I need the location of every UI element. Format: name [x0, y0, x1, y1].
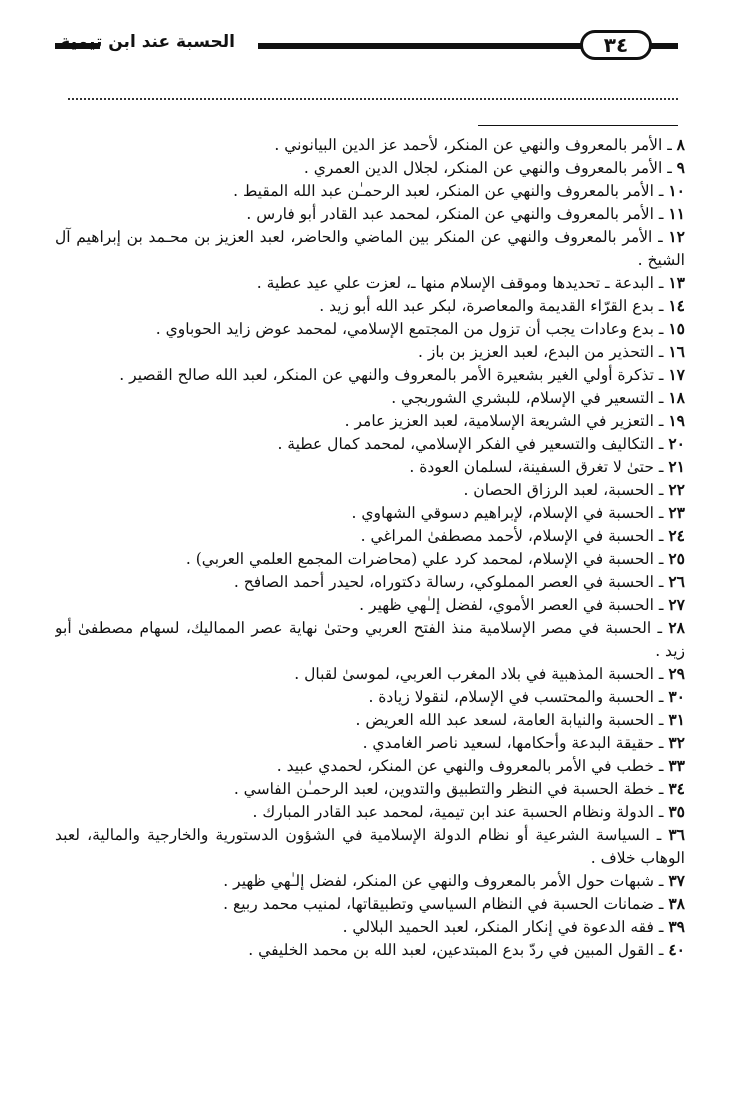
list-item-text: ١٨ ـ التسعير في الإسلام، للبشري الشوربجي .: [391, 388, 685, 407]
list-item: [55, 800, 685, 823]
item-text: السياسة الشرعية أو نظام الدولة الإسلامية في الشؤون الدستورية والخارجية والمالية، لعبد الوهاب خلاف .: [55, 826, 685, 867]
list-item: [55, 317, 685, 340]
list-item: [55, 593, 685, 616]
item-number: ٩: [676, 158, 685, 177]
item-text: التكاليف والتسعير في الفكر الإسلامي، لمحمد كمال عطية .: [277, 435, 654, 453]
item-number: ٢٨: [668, 618, 685, 637]
item-number: ١٢: [668, 227, 685, 246]
list-item: [55, 363, 685, 386]
item-text: الدولة ونظام الحسبة عند ابن تيمية، لمحمد عبد القادر المبارك .: [252, 803, 654, 821]
page-header: [0, 0, 755, 80]
list-item: [55, 777, 685, 800]
list-item: [55, 386, 685, 409]
header-bar-right: [650, 43, 678, 49]
item-number: ٨: [676, 135, 685, 154]
item-number: ٢٣: [668, 503, 685, 522]
item-text: التسعير في الإسلام، للبشري الشوربجي .: [391, 389, 654, 407]
list-item-text: ٣٢ ـ حقيقة البدعة وأحكامها، لسعيد ناصر الغامدي .: [362, 733, 685, 752]
list-item-text: ٣٦ ـ السياسة الشرعية أو نظام الدولة الإسلامية في الشؤون الدستورية والخارجية والمالية، لعبد الوهاب خلاف .: [55, 825, 685, 867]
list-item: [55, 754, 685, 777]
list-item: [55, 179, 685, 202]
item-text: شبهات حول الأمر بالمعروف والنهي عن المنكر، لفضل إلـٰهي ظهير .: [223, 872, 654, 890]
item-number: ١٥: [668, 319, 685, 338]
item-number: ١٤: [668, 296, 685, 315]
list-item-text: ١٢ ـ الأمر بالمعروف والنهي عن المنكر بين الماضي والحاضر، لعبد العزيز بن محـمد بن إبراهيم آل الشيخ .: [55, 227, 685, 269]
list-item: [55, 202, 685, 225]
list-item-text: ٣٩ ـ فقه الدعوة في إنكار المنكر، لعبد الحميد البلالي .: [342, 917, 685, 936]
item-text: القول المبين في ردّ بدع المبتدعين، لعبد الله بن محمد الخليفي .: [248, 941, 654, 959]
item-text: الحسبة في مصر الإسلامية منذ الفتح العربي وحتىٰ نهاية عصر المماليك، لسهام مصطفىٰ أبو زيد .: [55, 619, 685, 660]
item-number: ٣٩: [668, 917, 685, 936]
list-item: [55, 685, 685, 708]
list-item-text: ٣٤ ـ خطة الحسبة في النظر والتطبيق والتدوين، لعبد الرحمـٰن الفاسي .: [233, 779, 685, 798]
item-text: الحسبة والنيابة العامة، لسعد عبد الله العريض .: [355, 711, 654, 729]
list-item: [55, 915, 685, 938]
list-item-text: ٩ ـ الأمر بالمعروف والنهي عن المنكر، لجلال الدين العمري .: [303, 158, 685, 177]
list-item: [55, 156, 685, 179]
item-number: ٣٦: [668, 825, 685, 844]
item-text: فقه الدعوة في إنكار المنكر، لعبد الحميد البلالي .: [342, 918, 654, 936]
list-item: [55, 708, 685, 731]
item-number: ٤٠: [668, 940, 685, 959]
item-number: ١٧: [668, 365, 685, 384]
list-item-text: ٢٦ ـ الحسبة في العصر المملوكي، رسالة دكتوراه، لحيدر أحمد الصافح .: [233, 572, 685, 591]
item-number: ٢٠: [668, 434, 685, 453]
list-item-text: ٢٢ ـ الحسبة، لعبد الرزاق الحصان .: [463, 480, 685, 499]
item-number: ٢١: [668, 457, 685, 476]
item-text: الحسبة في العصر المملوكي، رسالة دكتوراه، لحيدر أحمد الصافح .: [233, 573, 654, 591]
list-item-text: ٢٧ ـ الحسبة في العصر الأموي، لفضل إلـٰهي ظهير .: [359, 595, 685, 614]
list-item: [55, 225, 685, 271]
item-text: خطة الحسبة في النظر والتطبيق والتدوين، لعبد الرحمـٰن الفاسي .: [233, 780, 654, 798]
item-number: ١٩: [668, 411, 685, 430]
list-item: [55, 432, 685, 455]
item-text: الحسبة المذهبية في بلاد المغرب العربي، لموسىٰ لقبال .: [294, 665, 654, 683]
item-text: الحسبة في العصر الأموي، لفضل إلـٰهي ظهير .: [359, 596, 654, 614]
item-text: الحسبة والمحتسب في الإسلام، لنقولا زيادة .: [368, 688, 654, 706]
list-item-text: ٢٨ ـ الحسبة في مصر الإسلامية منذ الفتح العربي وحتىٰ نهاية عصر المماليك، لسهام مصطفىٰ أبو زيد .: [55, 618, 685, 660]
list-item-text: ٢٩ ـ الحسبة المذهبية في بلاد المغرب العربي، لموسىٰ لقبال .: [294, 664, 685, 683]
item-text: خطب في الأمر بالمعروف والنهي عن المنكر، لحمدي عبيد .: [276, 757, 654, 775]
item-text: الحسبة في الإسلام، لمحمد كرد علي (محاضرات المجمع العلمي العربي) .: [185, 550, 654, 568]
footnote-rule: [478, 125, 678, 126]
item-text: الأمر بالمعروف والنهي عن المنكر، لأحمد عز الدين البيانوني .: [274, 136, 663, 154]
list-item-text: ٤٠ ـ القول المبين في ردّ بدع المبتدعين، لعبد الله بن محمد الخليفي .: [248, 940, 685, 959]
item-number: ٢٢: [668, 480, 685, 499]
item-number: ٢٩: [668, 664, 685, 683]
list-item: [55, 662, 685, 685]
bibliography-list: [55, 133, 685, 961]
item-text: حتىٰ لا تغرق السفينة، لسلمان العودة .: [409, 458, 654, 476]
list-item: [55, 892, 685, 915]
list-item-text: ٨ ـ الأمر بالمعروف والنهي عن المنكر، لأحمد عز الدين البيانوني .: [274, 135, 685, 154]
item-text: الأمر بالمعروف والنهي عن المنكر بين الماضي والحاضر، لعبد العزيز بن محـمد بن إبراهيم آل الشيخ .: [55, 228, 685, 269]
item-number: ٣٧: [668, 871, 685, 890]
list-item-text: ٣٨ ـ ضمانات الحسبة في النظام السياسي وتطبيقاتها، لمنيب محمد ربيع .: [223, 894, 685, 913]
item-text: ضمانات الحسبة في النظام السياسي وتطبيقاتها، لمنيب محمد ربيع .: [223, 895, 654, 913]
item-number: ٣٠: [668, 687, 685, 706]
item-text: بدع القرّاء القديمة والمعاصرة، لبكر عبد الله أبو زيد .: [319, 297, 654, 315]
list-item: [55, 455, 685, 478]
list-item: [55, 524, 685, 547]
item-number: ١٠: [668, 181, 685, 200]
item-number: ٣٣: [668, 756, 685, 775]
list-item: [55, 478, 685, 501]
item-number: ٣٤: [668, 779, 685, 798]
item-number: ٣٢: [668, 733, 685, 752]
list-item-text: ٣٠ ـ الحسبة والمحتسب في الإسلام، لنقولا زيادة .: [368, 687, 685, 706]
list-item: [55, 547, 685, 570]
item-text: بدع وعادات يجب أن تزول من المجتمع الإسلامي، لمحمد عوض زايد الحوباوي .: [155, 320, 654, 338]
item-text: الحسبة في الإسلام، لإبراهيم دسوقي الشهاوي .: [351, 504, 654, 522]
list-item-text: ١٤ ـ بدع القرّاء القديمة والمعاصرة، لبكر عبد الله أبو زيد .: [319, 296, 685, 315]
item-number: ٢٧: [668, 595, 685, 614]
item-text: الأمر بالمعروف والنهي عن المنكر، لمحمد عبد القادر أبو فارس .: [246, 205, 654, 223]
item-number: ٣٨: [668, 894, 685, 913]
item-number: ١١: [668, 204, 685, 223]
list-item-text: ١٩ ـ التعزير في الشريعة الإسلامية، لعبد العزيز عامر .: [344, 411, 685, 430]
list-item-text: ٢٥ ـ الحسبة في الإسلام، لمحمد كرد علي (محاضرات المجمع العلمي العربي) .: [185, 549, 685, 568]
list-item: [55, 409, 685, 432]
item-text: تذكرة أولي الغير بشعيرة الأمر بالمعروف والنهي عن المنكر، لعبد الله صالح القصير .: [119, 366, 654, 384]
list-item-text: ٣٥ ـ الدولة ونظام الحسبة عند ابن تيمية، لمحمد عبد القادر المبارك .: [252, 802, 685, 821]
list-item-text: ٣٣ ـ خطب في الأمر بالمعروف والنهي عن المنكر، لحمدي عبيد .: [276, 756, 685, 775]
list-item-text: ٢٠ ـ التكاليف والتسعير في الفكر الإسلامي، لمحمد كمال عطية .: [277, 434, 685, 453]
list-item-text: ٢٣ ـ الحسبة في الإسلام، لإبراهيم دسوقي الشهاوي .: [351, 503, 685, 522]
list-item: [55, 731, 685, 754]
item-text: التعزير في الشريعة الإسلامية، لعبد العزيز عامر .: [344, 412, 654, 430]
item-text: الحسبة في الإسلام، لأحمد مصطفىٰ المراغي .: [360, 527, 654, 545]
item-number: ٣٥: [668, 802, 685, 821]
list-item-text: ١١ ـ الأمر بالمعروف والنهي عن المنكر، لمحمد عبد القادر أبو فارس .: [246, 204, 685, 223]
list-item: [55, 501, 685, 524]
list-item-text: ١٦ ـ التحذير من البدع، لعبد العزيز بن باز .: [418, 342, 685, 361]
item-number: ١٦: [668, 342, 685, 361]
list-item-text: ٣١ ـ الحسبة والنيابة العامة، لسعد عبد الله العريض .: [355, 710, 685, 729]
list-item: [55, 570, 685, 593]
list-item: [55, 938, 685, 961]
list-item-text: ١٠ ـ الأمر بالمعروف والنهي عن المنكر، لعبد الرحمـٰن عبد الله المقيط .: [233, 181, 685, 200]
list-item: [55, 616, 685, 662]
running-title: الحسبة عند ابن تيمية: [60, 32, 235, 52]
list-item-text: ١٣ ـ البدعة ـ تحديدها وموقف الإسلام منها ـ، لعزت علي عيد عطية .: [256, 273, 685, 292]
item-number: ٢٦: [668, 572, 685, 591]
item-text: الأمر بالمعروف والنهي عن المنكر، لجلال الدين العمري .: [303, 159, 663, 177]
list-item: [55, 294, 685, 317]
item-text: الحسبة، لعبد الرزاق الحصان .: [463, 481, 654, 499]
page-number: ٣٤: [580, 30, 652, 60]
list-item: [55, 869, 685, 892]
item-text: حقيقة البدعة وأحكامها، لسعيد ناصر الغامدي .: [362, 734, 654, 752]
list-item-text: ١٥ ـ بدع وعادات يجب أن تزول من المجتمع الإسلامي، لمحمد عوض زايد الحوباوي .: [155, 319, 685, 338]
header-bar-middle: [258, 43, 583, 49]
list-item: [55, 271, 685, 294]
item-number: ٢٤: [668, 526, 685, 545]
item-number: ١٣: [668, 273, 685, 292]
list-item: [55, 340, 685, 363]
list-item: [55, 133, 685, 156]
item-number: ٢٥: [668, 549, 685, 568]
item-text: البدعة ـ تحديدها وموقف الإسلام منها ـ، لعزت علي عيد عطية .: [256, 274, 654, 292]
list-item-text: ٢١ ـ حتىٰ لا تغرق السفينة، لسلمان العودة .: [409, 457, 685, 476]
list-item-text: ٢٤ ـ الحسبة في الإسلام، لأحمد مصطفىٰ المراغي .: [360, 526, 685, 545]
dotted-separator: [68, 98, 678, 100]
list-item-text: ١٧ ـ تذكرة أولي الغير بشعيرة الأمر بالمعروف والنهي عن المنكر، لعبد الله صالح القصير .: [119, 365, 685, 384]
list-item: [55, 823, 685, 869]
list-item-text: ٣٧ ـ شبهات حول الأمر بالمعروف والنهي عن المنكر، لفضل إلـٰهي ظهير .: [223, 871, 685, 890]
item-number: ١٨: [668, 388, 685, 407]
item-text: الأمر بالمعروف والنهي عن المنكر، لعبد الرحمـٰن عبد الله المقيط .: [233, 182, 654, 200]
item-number: ٣١: [668, 710, 685, 729]
item-text: التحذير من البدع، لعبد العزيز بن باز .: [418, 343, 654, 361]
